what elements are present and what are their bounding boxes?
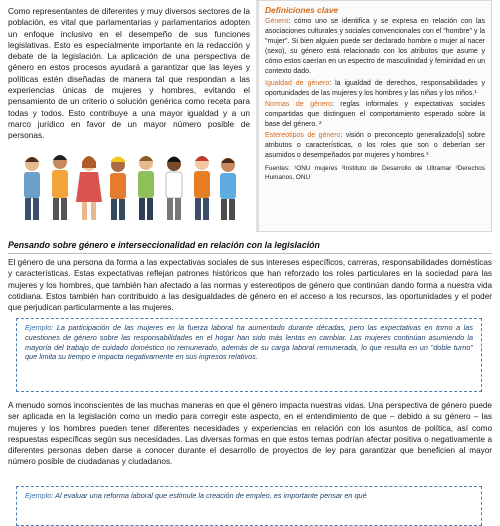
- definition-item: [265, 131, 485, 161]
- definition-text: : cómo uno se identifica y se expresa en relación con las asociaciones culturales y sociales convencionales con el "hombre" y la "mujer". Si bien alguien puede ser declarado hombre o mujer al nacer (sexo), su género está relacionado con los atributos que asume y cómo estos caerían en un espectro de masculinidad y feminidad en un contexto dado.: [265, 18, 485, 76]
- definition-term: Género: [265, 18, 289, 25]
- definition-item: [265, 79, 485, 99]
- definition-term: Igualdad de género: [265, 79, 330, 87]
- definition-text: : la igualdad de derechos, responsabilidades y oportunidades de las mujeres y los hombres y las niñas y los niños.¹: [265, 79, 485, 97]
- example-box-1: [16, 318, 482, 392]
- definition-text: : reglas informales y expectativas sociales compartidas que distinguen el comportamiento esperado sobre la base del género. ²: [265, 100, 485, 128]
- definition-text: : visión o preconcepto generalizado[s] sobre atributos o características, o los roles que son o deberían ser asumidos o desempeñados por mujeres y hombres.³: [265, 132, 485, 160]
- intro-paragraph: Como representantes de diferentes y muy diversos sectores de la población, es vital que parlamentarias y parlamentarios adopten un enfoque inclusivo en el desempeño de sus funciones legislativas. Esto es especialmente importante en la redacción y debate de la legislación. La aplicación de una perspectiva de género en estos procesos ayudará a garantizar que las leyes y políticas estén diseñadas de manera tal que respondan a las experiencias únicas de mujeres y hombres, evitando el pensamiento de un criterio o solución genérica como receta para todas y todos. Esto contribuye a una mayor igualdad y a un marco jurídico en favor de un mayor número posible de personas.: [8, 6, 250, 141]
- people-illustration: [14, 150, 242, 228]
- body-paragraph-2: A menudo somos inconscientes de las muchas maneras en que el género impacta nuestras vidas. Una perspectiva de género puede ser aplicada en la legislación como un medio para corregir este aspecto, en el entendimiento de que – debido a su género – las mujeres y los hombres pueden tener diferentes necesidades y experiencias en relación con los asuntos de política, así como respuestas específicas según sus necesidades. Las diversas formas en que estos temas podrían afectar positiva o negativamente a diferentes personas deben darse a conocer durante el desarrollo de proyectos de ley para garantizar que beneficien al mayor número posible de ciudadanas y ciudadanos.: [8, 401, 492, 467]
- definitions-sources: Fuentes: ¹ONU mujeres ²Instituto de Desarrollo de Ultramar ³Derechos Humanos, ONU: [265, 165, 485, 182]
- example-label: Ejemplo: [25, 323, 52, 332]
- section-heading: Pensando sobre género e interseccionalidad en relación con la legislación: [8, 240, 320, 250]
- definition-item: [265, 17, 485, 78]
- definitions-title: Definiciones clave: [265, 5, 339, 15]
- definitions-list: [265, 17, 485, 182]
- definition-item: [265, 100, 485, 130]
- example-text: : La participación de las mujeres en la fuerza laboral ha aumentado durante décadas, pero las expectativas en torno a las cuestiones de género sobre las responsabilidades en el hogar han sido más lentas en cambiar. Las mujeres continúan asumiendo la mayoría del trabajo de cuidado doméstico no remunerado, además de su carga laboral remunerada, lo que resulta en un "doble turno" que limita su tiempo e impacta negativamente en sus ingresos relativos.: [25, 323, 473, 362]
- example-label: Ejemplo: [25, 491, 52, 500]
- example-box-2: [16, 486, 482, 526]
- definitions-box: [256, 0, 492, 232]
- example-text: : Al evaluar una reforma laboral que estimule la creación de empleo, es importante pensar en qué: [51, 491, 367, 500]
- definition-term: Estereotipos de género: [265, 132, 341, 140]
- section-divider: [8, 253, 492, 254]
- definition-term: Normas de género: [265, 100, 332, 108]
- body-paragraph-1: El género de una persona da forma a las expectativas sociales de sus intereses específicos, carreras, responsabilidades domésticas y características. Estas expectativas reflejan patrones históricos que han reforzado los roles particulares en la sociedad para las mujeres y los hombres, que también han afectado a las normas y estereotipos de género que continúan dando forma a nuestra vida cotidiana. Estos también han contribuido a las desigualdades de género en el acceso a los recursos, las oportunidades y el poder que perjudican particularmente a las mujeres.: [8, 258, 492, 313]
